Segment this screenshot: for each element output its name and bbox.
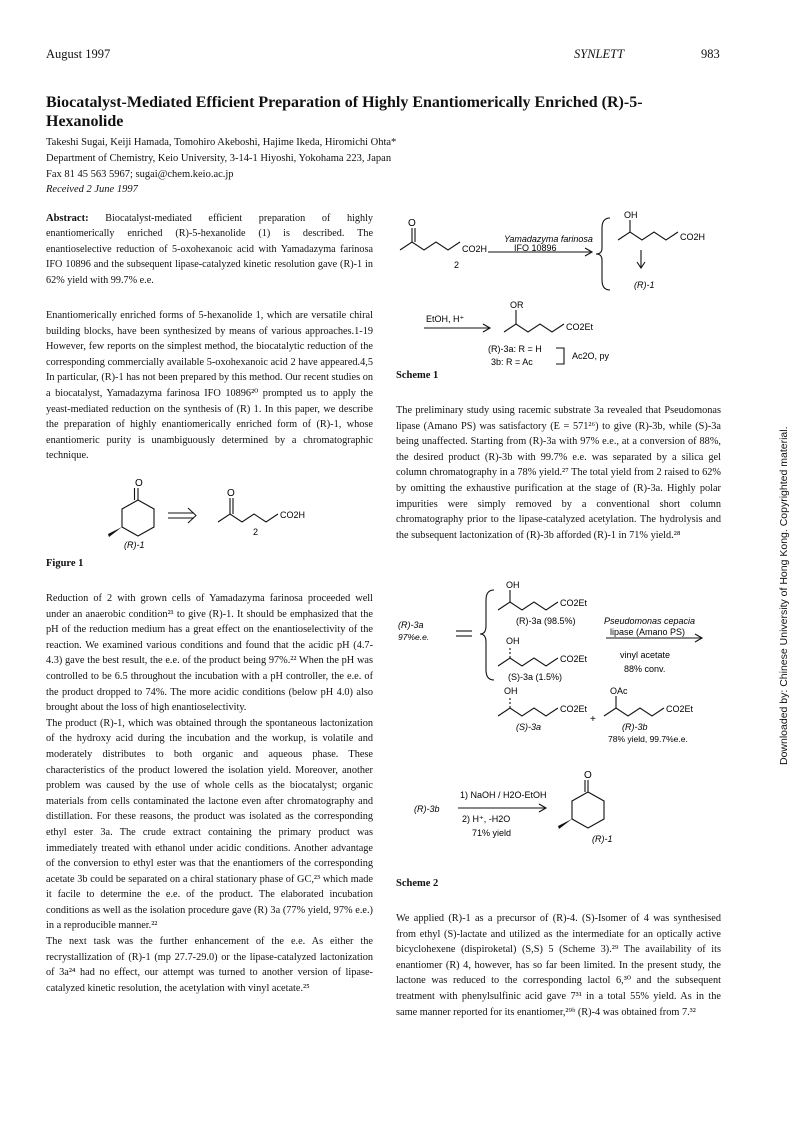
scheme2-r1: (R)-1: [592, 834, 613, 844]
scheme2-co2et-4: CO2Et: [666, 704, 694, 714]
scheme1-cpd2: 2: [454, 260, 460, 270]
left-body: [46, 591, 373, 996]
scheme2-s3a: (S)-3a: [516, 722, 542, 732]
scheme2-co2et-2: CO2Et: [560, 654, 588, 664]
download-watermark-text: Downloaded by: Chinese University of Hong Kong. Copyrighted material.: [778, 426, 790, 765]
scheme1-yeast: Yamadazyma farinosa: [504, 234, 593, 244]
scheme2-co2et-3: CO2Et: [560, 704, 588, 714]
scheme1-r1: (R)-1: [634, 280, 655, 290]
scheme2-conv: 88% conv.: [624, 664, 666, 674]
scheme2-enzyme2: lipase (Amano PS): [610, 627, 686, 637]
scheme2-graphic: [396, 576, 721, 876]
scheme2-vinyl: vinyl acetate: [620, 650, 671, 660]
scheme2-oh-3: OH: [504, 686, 518, 696]
scheme1-or: OR: [510, 300, 524, 310]
figure1-label-r1: (R)-1: [124, 540, 145, 550]
scheme2-caption: Scheme 2: [396, 878, 439, 889]
scheme1-etoh: EtOH, H⁺: [426, 314, 465, 324]
scheme2-oh-2: OH: [506, 636, 520, 646]
paragraph: The preliminary study using racemic substrate 3a revealed that Pseudomonas lipase (Amano PS) was satisfactory (E = 571²⁶) to give (R)-3b, while (S)-3a being unaffected. Starting from (R)-3a with 97% e.e., at a conversion of 88%, the desired product (R)-3b with 99.7% e.e. was separated by a silica gel column chromatography in a 78% yield.²⁷ The total yield from 2 raised to 62% by omitting the exhaustive purification at the stage of (R)-3a. Highly polar impurities were simply removed by a conventional short column chromatography prior to the lipase-catalyzed acetylation. The hydrolysis and the subsequent lactonization of (R)-3b afforded (R)-1 in 71% yield.²⁸: [396, 405, 721, 541]
scheme2-plus: +: [590, 714, 596, 725]
scheme2-step2: 2) H⁺, -H2O: [462, 814, 511, 824]
figure1-cooh: CO2H: [280, 510, 306, 520]
scheme1-r3a: (R)-3a: R = H: [488, 344, 542, 354]
abstract-label: Abstract:: [46, 213, 89, 224]
scheme1-co2et: CO2Et: [566, 322, 594, 332]
scheme2-r3b-left: (R)-3b: [414, 804, 440, 814]
scheme2-ee97: 97%e.e.: [398, 632, 430, 642]
authors: Takeshi Sugai, Keiji Hamada, Tomohiro Akeboshi, Hajime Ikeda, Hiromichi Ohta*: [46, 137, 397, 148]
download-watermark: [772, 345, 792, 765]
right-body-1: [396, 403, 721, 543]
header-date: August 1997: [46, 47, 111, 61]
keto-oxygen-label: O: [227, 488, 235, 499]
scheme2-oh-1: OH: [506, 580, 520, 590]
scheme2-r3a-pct: (R)-3a (98.5%): [516, 616, 576, 626]
scheme2-lactone-o: O: [584, 770, 592, 781]
scheme1-caption: Scheme 1: [396, 370, 439, 381]
lactone-oxygen-label: O: [135, 478, 143, 489]
figure1-label-2: 2: [253, 527, 259, 537]
scheme2-step1: 1) NaOH / H2O-EtOH: [460, 790, 547, 800]
paragraph: We applied (R)-1 as a precursor of (R)-4. (S)-Isomer of 4 was synthesised from ethyl (S)-lactate and utilized as the intermediate for an optically active bicyclohexene (dispiroketal) (S,S) 5 (Scheme 3).²⁹ The availability of its enantiomer (R) 4, however, has so far been limited. In the present study, the lactone was reduced to the corresponding lactol 6,³⁰ and the subsequent treatment with phenylsulfinic acid gave 7³¹ in a total 55% yield. As in the same manner reported for its enantiomer,²⁹ᵇ (R)-4 was obtained from 7.³²: [396, 913, 721, 1018]
scheme1-graphic: [396, 210, 721, 370]
abstract-text: Biocatalyst-mediated efficient preparation of highly enantiomerically enriched (R)-5-hexanolide (1) is described. The enantioselective reduction of 5-oxohexanoic acid with Yamadazyma farinosa IFO 10896 and the subsequent lipase-catalyzed kinetic resolution gave (R)-1 in 62% yield with 99.7% e.e.: [46, 213, 373, 286]
scheme2-r3b-yield: 78% yield, 99.7%e.e.: [608, 734, 688, 744]
scheme1-oh: OH: [624, 210, 638, 220]
header-journal: SYNLETT: [574, 47, 625, 61]
scheme2-oac: OAc: [610, 686, 628, 696]
scheme2-co2et-1: CO2Et: [560, 598, 588, 608]
paragraph: The next task was the further enhancement of the e.e. As either the recrystallization of (R)-1 (mp 27.7-29.0) or the lipase-catalyzed lactonization of 3a²⁴ had no effect, our attempt was turned to another version of lipase-catalyzed kinetic resolution, the acetylation with vinyl acetate.²⁵: [46, 936, 373, 994]
scheme2-enzyme1: Pseudomonas cepacia: [604, 616, 696, 626]
figure1-structures: [90, 478, 370, 558]
scheme1-co2h-left: CO2H: [462, 244, 488, 254]
affiliation: Department of Chemistry, Keio University, 3-14-1 Hiyoshi, Yokohama 223, Japan: [46, 153, 392, 164]
scheme2-s3a-pct: (S)-3a (1.5%): [508, 672, 563, 682]
scheme2-r3a-left: (R)-3a: [398, 620, 424, 630]
fax-email: Fax 81 45 563 5967; sugai@chem.keio.ac.jp: [46, 169, 234, 180]
right-body-2: [396, 911, 721, 1020]
received-date: Received 2 June 1997: [46, 184, 138, 195]
abstract: [46, 211, 373, 288]
scheme2-r3b: (R)-3b: [622, 722, 648, 732]
intro-paragraph: [46, 308, 373, 464]
scheme1-ac2o: Ac2O, py: [572, 351, 610, 361]
scheme2-yield71: 71% yield: [472, 828, 512, 838]
scheme1-co2h-right: CO2H: [680, 232, 706, 242]
paragraph: The product (R)-1, which was obtained through the spontaneous lactonization of the hydroxy acid during the incubation and the workup, is volatile and moderately distributes to both organic and aqueous phase. These characteristics of the product lowered the isolation yield. Moreover, another problem was caused by the use of whole cells as the biocatalyst; organic materials from cells contaminated the lactone even after chromatography and distillation. For these reasons, the product was isolated as the corresponding ethyl ester 3a. The crude extract containing the primary product was immediately treated with ethanol under acidic conditions. Another advantage of the conversion to ethyl ester was that the enantiomers of the corresponding acetate 3b could be separated on a chiral stationary phase of GC,²³ which made it facile to determine the e.e. of the product. The elaborated incubation conditions as well as the isolation procedure gave (R) 3a (77% yield, 97% e.e.) in a reproducible manner.²²: [46, 717, 373, 932]
paper-title: Biocatalyst-Mediated Efficient Preparation of Highly Enantiomerically Enriched (R)-5-Hexanolide: [46, 94, 643, 130]
scheme1-keto-o: O: [408, 218, 416, 229]
paragraph: Enantiomerically enriched forms of 5-hexanolide 1, which are versatile chiral building blocks, have been synthesized by means of various approaches.1-19 However, few reports on the simplest method, the biocatalytic reduction of the corresponding commercially available 5-oxohexanoic acid 2 have appeared.4,5 In particular, (R)-1 has not been prepared by this method. Our recent studies on a biocatalyst, Yamadazyma farinosa IFO 10896²⁰ prompted us to apply the yeast-mediated reduction on the synthesis of (R) 1. In this paper, we describe the preparation of highly enantiomerically enriched form of (R)-1, whose enantiomeric purity is unambiguously determined by a chromatographic technique.: [46, 310, 373, 462]
figure1-caption: Figure 1: [46, 558, 84, 569]
paragraph: Reduction of 2 with grown cells of Yamadazyma farinosa proceeded well under an anaerobic condition²¹ to give (R)-1. It should be emphasized that the pH of the reduction medium has a great effect on the enantioselectivity of the reaction. We examined various conditions and found that the acidic pH (4.7-4.3) gave the best result, the e.e. of the product being 97%.²² When the pH was controlled to be 6.5 throughout the incubation with a pH controller, the e.e. of the product dropped to 74%. The more acidic conditions (below pH 4.0) also brought about the loss of high enantioselectivity.: [46, 593, 373, 714]
scheme1-ifo: IFO 10896: [514, 243, 557, 253]
header-page: 983: [701, 47, 720, 61]
scheme1-r3b: 3b: R = Ac: [491, 357, 533, 367]
